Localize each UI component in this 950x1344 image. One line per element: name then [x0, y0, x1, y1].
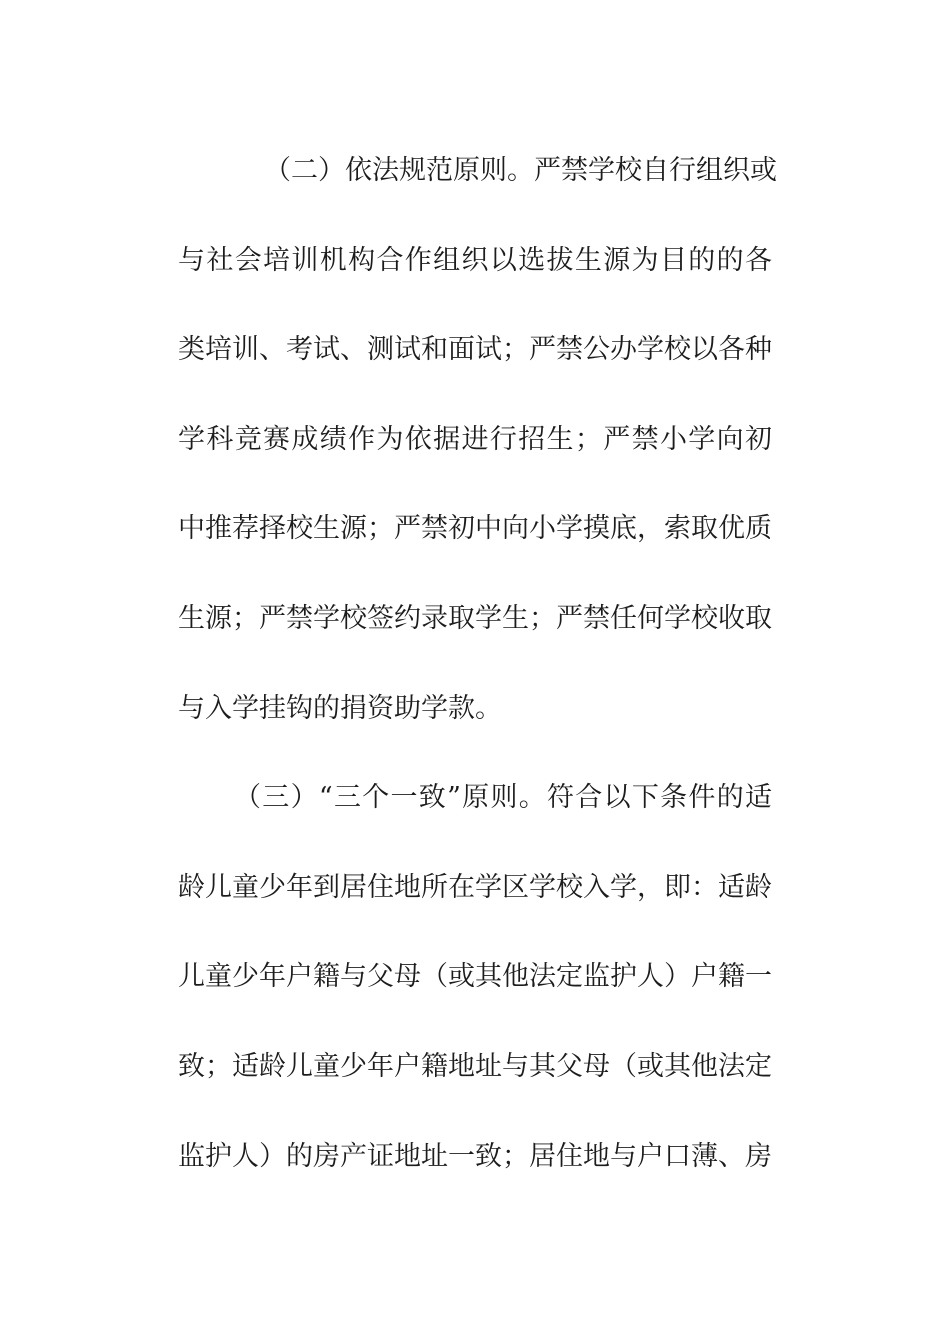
paragraph-line: 学科竞赛成绩作为依据进行招生；严禁小学向初: [178, 423, 772, 455]
paragraph-line: 监护人）的房产证地址一致；居住地与户口薄、房: [178, 1140, 772, 1172]
paragraph-line: 致；适龄儿童少年户籍地址与其父母（或其他法定: [178, 1050, 772, 1082]
paragraph-principle-three: [178, 775, 772, 1223]
paragraph-line: 中推荐择校生源；严禁初中向小学摸底，索取优质: [178, 513, 772, 545]
paragraph-line: 生源；严禁学校签约录取学生；严禁任何学校收取: [178, 602, 772, 634]
paragraph-line: （三）“三个一致”原则。符合以下条件的适: [234, 782, 772, 814]
paragraph-line: 与社会培训机构合作组织以选拔生源为目的的各: [178, 244, 772, 276]
paragraph-line: 龄儿童少年到居住地所在学区学校入学，即：适龄: [178, 871, 772, 903]
paragraph-line: 类培训、考试、测试和面试；严禁公办学校以各种: [178, 334, 772, 366]
document-body: [178, 148, 777, 1223]
paragraph-line: 儿童少年户籍与父母（或其他法定监护人）户籍一: [178, 961, 772, 993]
paragraph-principle-two: [178, 148, 777, 775]
paragraph-line: 与入学挂钩的捐资助学款。: [178, 692, 502, 724]
paragraph-line: （二）依法规范原则。严禁学校自行组织或: [264, 155, 777, 186]
